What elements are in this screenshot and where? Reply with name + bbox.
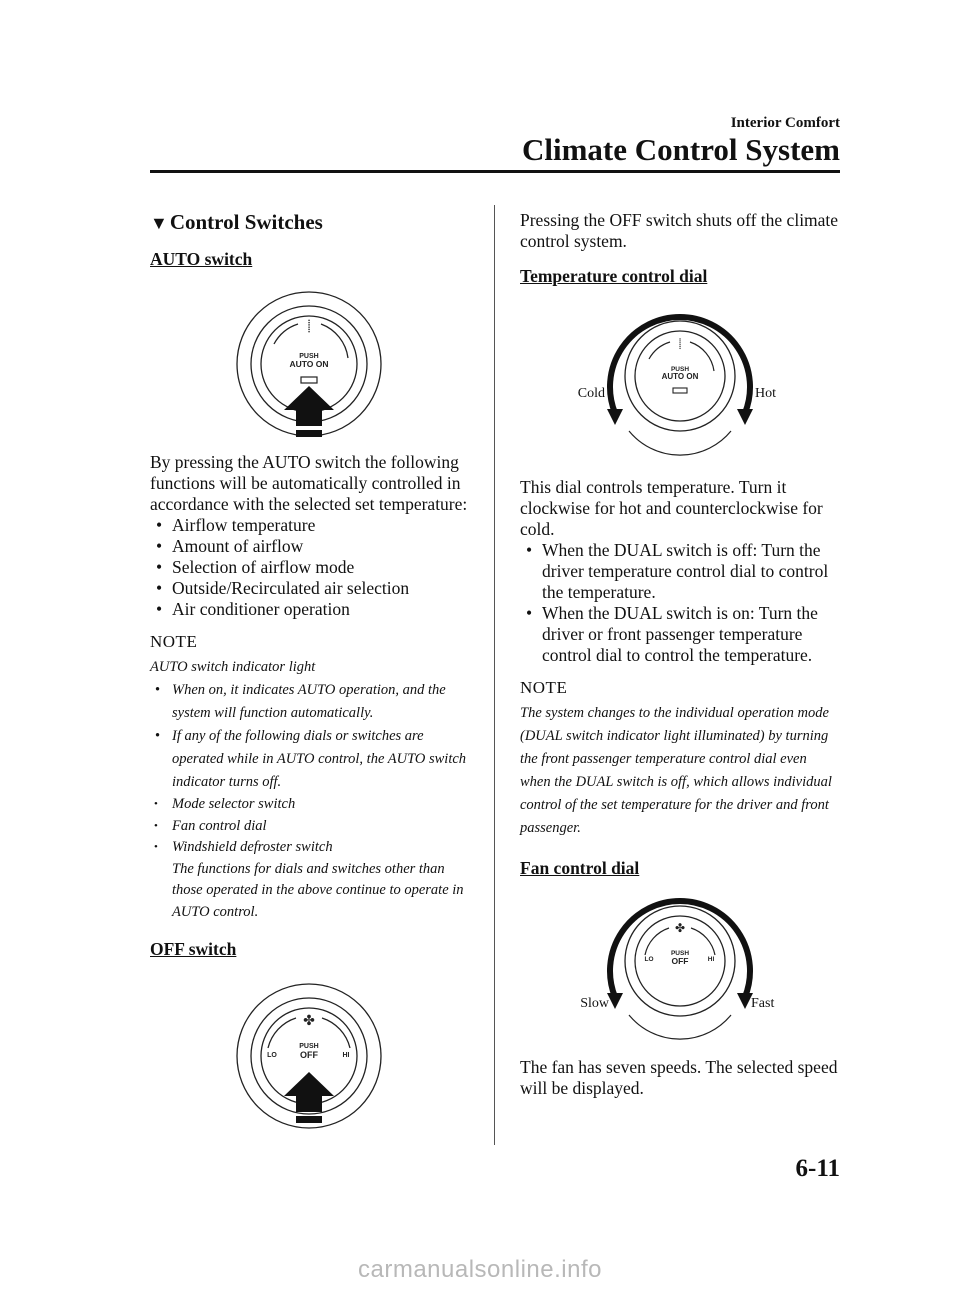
list-item: • When on, it indicates AUTO operation, and the system will function automatically.	[155, 682, 446, 721]
list-item: • Airflow temperature	[156, 515, 316, 535]
list-item: • When the DUAL switch is on: Turn the driver or front passenger temperature control dial to control the temperature.	[526, 603, 818, 665]
section-marker-icon: ▼	[150, 213, 168, 233]
cold-arrow-icon	[607, 409, 623, 425]
svg-text:⸽: ⸽	[678, 339, 682, 350]
auto-switch-heading: AUTO switch	[150, 249, 253, 269]
fig-hi-label: HI	[342, 1052, 350, 1059]
fan-dial-figure	[575, 889, 785, 1049]
list-item: • When the DUAL switch is off: Turn the driver temperature control dial to control the temperature.	[526, 540, 829, 602]
footer-watermark: carmanualsonline.info	[358, 1256, 602, 1283]
fig-auto-on-label: AUTO ON	[289, 359, 329, 369]
fan-dial-description: The fan has seven speeds. The selected speed will be displayed.	[520, 1057, 838, 1098]
fig-fast-label: Fast	[751, 996, 775, 1011]
temp-dial-heading: Temperature control dial	[520, 266, 708, 286]
fig-hot-label: Hot	[755, 386, 776, 401]
off-switch-description: Pressing the OFF switch shuts off the climate control system.	[520, 210, 839, 251]
column-divider	[494, 205, 495, 1145]
note-list	[150, 679, 468, 859]
fig-push-label: PUSH	[299, 353, 319, 360]
svg-text:⸽: ⸽	[307, 319, 311, 333]
list-item: • Amount of airflow	[156, 536, 304, 556]
list-item: • If any of the following dials or switches are operated while in AUTO control, the AUTO switch indicator turns off. • Mode selector switch • Fan control dial • Windshield defroster switch	[150, 725, 468, 859]
fan-dial-heading: Fan control dial	[520, 858, 640, 878]
fig-auto-on-label: AUTO ON	[661, 372, 699, 381]
hot-arrow-icon	[737, 409, 753, 425]
note-sublist	[150, 794, 468, 859]
fig-cold-label: Cold	[577, 386, 605, 401]
list-item: • Fan control dial	[154, 817, 267, 834]
page-title: Climate Control System	[522, 132, 840, 167]
temp-dial-list	[520, 540, 840, 666]
page-number: 6-11	[795, 1155, 840, 1182]
section-heading	[150, 210, 468, 235]
auto-switch-intro: By pressing the AUTO switch the following functions will be automatically controlled in accordance with the selected set temperature:	[150, 452, 468, 514]
note-heading: NOTE	[520, 678, 568, 697]
left-column	[150, 210, 468, 1133]
auto-function-list	[150, 515, 468, 620]
indicator-light-icon	[673, 388, 687, 393]
list-item: • Windshield defroster switch	[154, 839, 333, 855]
temp-dial-note: The system changes to the individual operation mode (DUAL switch indicator light illuminated) by turning the front passenger temperature control dial even when the DUAL switch is off, which allows individual control of the set temperature for the driver and front passenger.	[520, 705, 832, 836]
fig-off-label: OFF	[671, 956, 689, 966]
note-heading: NOTE	[150, 632, 198, 651]
list-item: • Outside/Recirculated air selection	[156, 578, 410, 598]
section-title: Control Switches	[169, 210, 323, 234]
header-rule	[150, 170, 840, 173]
fig-slow-label: Slow	[580, 996, 609, 1011]
auto-switch-figure	[224, 286, 394, 446]
press-arrow-icon	[284, 386, 334, 437]
off-switch-heading: OFF switch	[150, 939, 237, 959]
slow-arrow-icon	[607, 993, 623, 1009]
press-arrow-icon	[284, 1072, 334, 1123]
temp-dial-figure	[575, 301, 785, 471]
list-item: • Selection of airflow mode	[156, 557, 355, 577]
fig-push-label: PUSH	[670, 950, 690, 957]
chapter-title: Interior Comfort	[730, 115, 840, 131]
fig-push-label: PUSH	[670, 366, 690, 373]
note-title: AUTO switch indicator light	[150, 659, 316, 675]
fig-hi-label: HI	[707, 956, 715, 963]
fig-lo-label: LO	[644, 956, 654, 963]
fig-lo-label: LO	[267, 1052, 277, 1059]
fan-icon: ✤	[303, 1012, 315, 1028]
note-continuation: The functions for dials and switches other than those operated in the above continue to operate in AUTO control.	[172, 860, 464, 920]
right-column	[520, 210, 840, 1099]
fan-icon: ✤	[674, 921, 686, 935]
list-item: • Air conditioner operation	[156, 599, 350, 619]
fig-push-label: PUSH	[299, 1043, 319, 1050]
list-item: • Mode selector switch	[154, 796, 296, 812]
temp-dial-description: This dial controls temperature. Turn it clockwise for hot and counterclockwise for cold.	[520, 477, 823, 539]
fig-off-label: OFF	[300, 1050, 318, 1060]
off-switch-figure	[224, 978, 394, 1133]
indicator-light-icon	[301, 377, 317, 383]
